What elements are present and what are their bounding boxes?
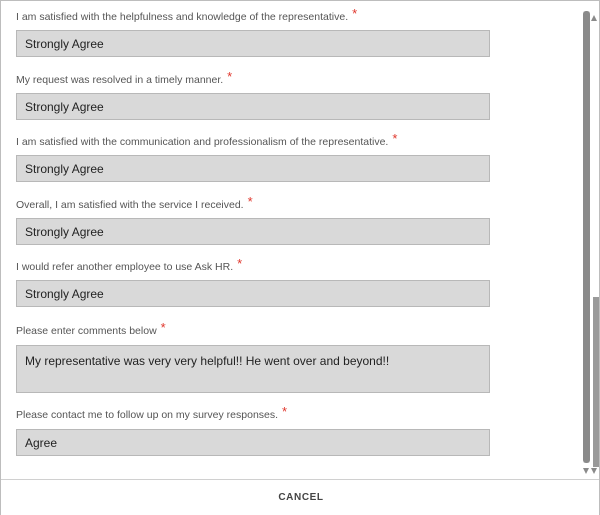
- question-label: I would refer another employee to use Ask HR. *: [16, 256, 243, 273]
- required-marker: *: [227, 69, 233, 84]
- overall-select[interactable]: Strongly Agree: [16, 218, 490, 245]
- cancel-button[interactable]: CANCEL: [278, 492, 324, 503]
- required-marker: *: [392, 131, 398, 146]
- question-label: Overall, I am satisfied with the service I received. *: [16, 194, 253, 211]
- scroll-up-arrow-icon[interactable]: [591, 15, 597, 21]
- required-marker: *: [247, 194, 253, 209]
- question-label: I am satisfied with the helpfulness and knowledge of the representative. *: [16, 6, 358, 23]
- question-follow-up: [16, 404, 490, 456]
- question-label: Please enter comments below *: [16, 320, 166, 337]
- question-refer: [16, 256, 490, 307]
- required-marker: *: [160, 320, 166, 335]
- question-label: Please contact me to follow up on my survey responses. *: [16, 404, 288, 421]
- question-overall: [16, 194, 490, 245]
- scrollbar-thumb[interactable]: [583, 11, 590, 463]
- required-marker: *: [237, 256, 243, 271]
- follow-up-select[interactable]: Agree: [16, 429, 490, 456]
- question-label: I am satisfied with the communication and professionalism of the representative. *: [16, 131, 398, 148]
- question-communication: [16, 131, 490, 182]
- timely-select[interactable]: Strongly Agree: [16, 93, 490, 120]
- outer-scroll-down-arrow-icon[interactable]: [591, 468, 597, 474]
- question-label: My request was resolved in a timely manner. *: [16, 69, 233, 86]
- dialog-footer: [1, 479, 599, 515]
- question-helpfulness: [16, 6, 490, 57]
- comments-textarea[interactable]: My representative was very very helpful!! He went over and beyond!!: [16, 345, 490, 393]
- scroll-down-arrow-icon[interactable]: [583, 468, 589, 474]
- question-comments: [16, 320, 490, 393]
- outer-scrollbar-thumb[interactable]: [593, 297, 599, 467]
- helpfulness-select[interactable]: Strongly Agree: [16, 30, 490, 57]
- survey-form: [16, 1, 576, 479]
- required-marker: *: [282, 404, 288, 419]
- question-timely: [16, 69, 490, 120]
- refer-select[interactable]: Strongly Agree: [16, 280, 490, 307]
- communication-select[interactable]: Strongly Agree: [16, 155, 490, 182]
- required-marker: *: [352, 6, 358, 21]
